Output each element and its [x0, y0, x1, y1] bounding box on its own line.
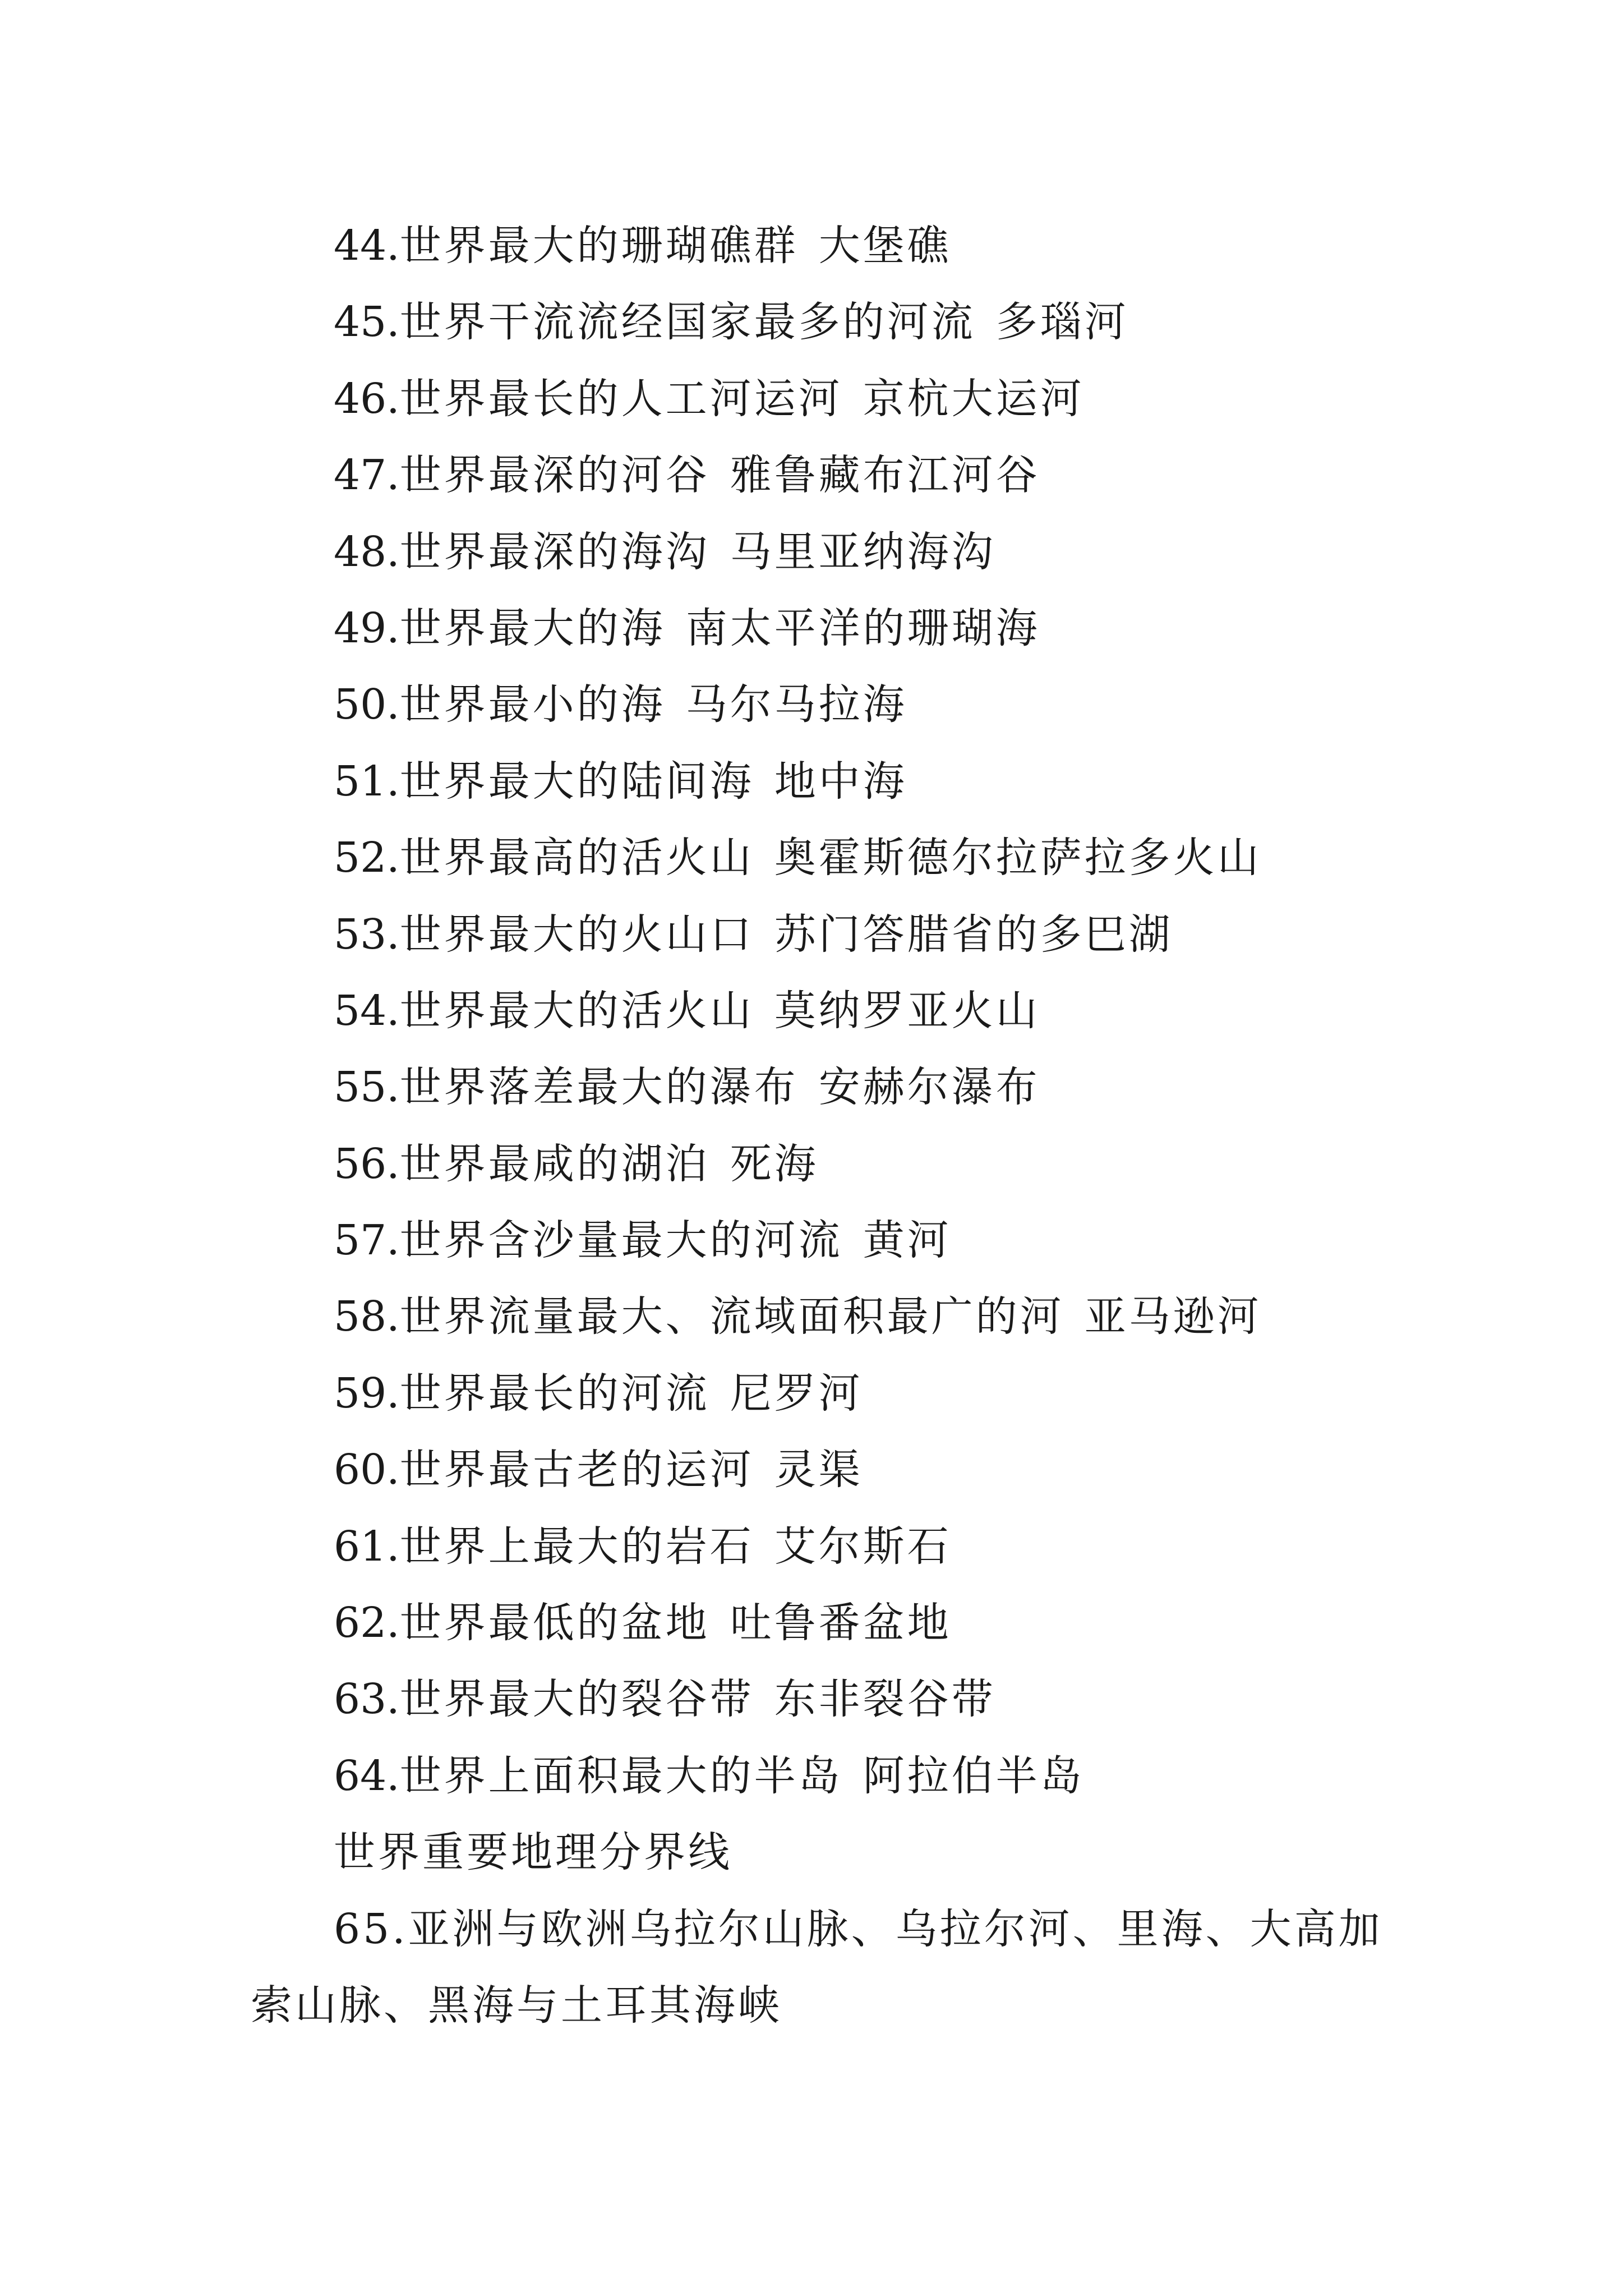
item-number: 63. — [334, 1675, 400, 1724]
item-answer: 东非裂谷带 — [774, 1675, 996, 1724]
item-question: 世界最大的活火山 — [399, 986, 754, 1035]
item-question: 世界最深的河谷 — [399, 451, 710, 500]
item-question: 世界最低的盆地 — [399, 1599, 710, 1648]
item-answer: 安赫尔瀑布 — [818, 1063, 1040, 1112]
list-item — [0, 1508, 1623, 1585]
list-item — [0, 666, 1623, 743]
item-number: 61. — [334, 1522, 400, 1571]
list-item — [0, 820, 1623, 896]
item-answer: 乌拉尔山脉、乌拉尔河、里海、大高加索山脉、黑海与土耳其海峡 — [251, 1904, 1383, 2030]
item-number: 65. — [334, 1904, 408, 1953]
list-item — [0, 1432, 1623, 1508]
item-number: 55. — [334, 1063, 400, 1112]
list-item — [0, 973, 1623, 1049]
list-item — [0, 514, 1623, 590]
item-question: 世界落差最大的瀑布 — [399, 1063, 799, 1112]
item-question: 世界上面积最大的半岛 — [399, 1751, 843, 1800]
list-item — [0, 284, 1623, 360]
list-item — [0, 1278, 1623, 1355]
item-answer: 莫纳罗亚火山 — [774, 986, 1040, 1035]
item-number: 64. — [334, 1751, 400, 1800]
item-number: 54. — [334, 986, 400, 1035]
list-item — [0, 1202, 1623, 1278]
item-number: 53. — [334, 910, 400, 959]
item-answer: 南太平洋的珊瑚海 — [685, 604, 1040, 652]
list-item — [0, 590, 1623, 666]
item-number: 56. — [334, 1139, 400, 1188]
item-question: 世界最大的珊瑚礁群 — [399, 222, 799, 270]
item-number: 62. — [334, 1599, 400, 1648]
item-question: 世界上最大的岩石 — [399, 1522, 754, 1571]
item-question: 世界最长的河流 — [399, 1369, 710, 1418]
item-answer: 灵渠 — [774, 1446, 863, 1494]
item-question: 世界最高的活火山 — [399, 834, 754, 882]
list-item — [0, 1049, 1623, 1125]
item-question: 世界含沙量最大的河流 — [399, 1216, 843, 1265]
item-answer: 雅鲁藏布江河谷 — [730, 451, 1040, 500]
geography-facts-list — [0, 208, 1623, 2044]
item-question: 世界最大的火山口 — [399, 910, 754, 959]
item-number: 60. — [334, 1446, 400, 1494]
list-item — [0, 1355, 1623, 1432]
item-answer: 地中海 — [774, 757, 907, 806]
item-number: 51. — [334, 757, 400, 806]
item-number: 46. — [334, 374, 400, 423]
list-item — [0, 361, 1623, 437]
list-item — [0, 743, 1623, 820]
list-item — [0, 896, 1623, 973]
item-answer: 马尔马拉海 — [685, 680, 907, 729]
item-answer: 死海 — [730, 1139, 819, 1188]
item-question: 亚洲与欧洲 — [408, 1904, 630, 1953]
item-answer: 多瑙河 — [995, 298, 1129, 347]
item-question: 世界流量最大、流域面积最广的河 — [399, 1292, 1064, 1341]
item-answer: 吐鲁番盆地 — [730, 1599, 952, 1648]
item-answer: 苏门答腊省的多巴湖 — [774, 910, 1173, 959]
item-answer: 京杭大运河 — [863, 374, 1085, 423]
item-number: 57. — [334, 1216, 400, 1265]
list-item-wrapped — [0, 1891, 1384, 2044]
list-item — [0, 437, 1623, 513]
item-number: 58. — [334, 1292, 400, 1341]
item-number: 48. — [334, 527, 400, 576]
item-question: 世界最大的海 — [399, 604, 666, 652]
item-number: 49. — [334, 604, 400, 652]
item-number: 44. — [334, 222, 400, 270]
item-answer: 大堡礁 — [818, 222, 952, 270]
item-answer: 马里亚纳海沟 — [730, 527, 996, 576]
item-answer: 阿拉伯半岛 — [863, 1751, 1085, 1800]
item-answer: 亚马逊河 — [1084, 1292, 1262, 1341]
list-item — [0, 1738, 1623, 1814]
item-number: 45. — [334, 298, 400, 347]
item-answer: 艾尔斯石 — [774, 1522, 952, 1571]
section-heading — [0, 1814, 1623, 1890]
item-number: 50. — [334, 680, 400, 729]
item-answer: 黄河 — [863, 1216, 952, 1265]
item-question: 世界最咸的湖泊 — [399, 1139, 710, 1188]
item-number: 52. — [334, 834, 400, 882]
item-answer: 尼罗河 — [730, 1369, 863, 1418]
item-answer: 奥霍斯德尔拉萨拉多火山 — [774, 834, 1262, 882]
list-item — [0, 1126, 1623, 1202]
item-question: 世界最小的海 — [399, 680, 666, 729]
item-question: 世界最深的海沟 — [399, 527, 710, 576]
item-question: 世界干流流经国家最多的河流 — [399, 298, 976, 347]
item-number: 47. — [334, 451, 400, 500]
item-number: 59. — [334, 1369, 400, 1418]
item-question: 世界最长的人工河运河 — [399, 374, 843, 423]
item-question: 世界最大的陆间海 — [399, 757, 754, 806]
section-heading-text: 世界重要地理分界线 — [334, 1828, 732, 1877]
list-item — [0, 1661, 1623, 1737]
list-item — [0, 1585, 1623, 1661]
item-question: 世界最古老的运河 — [399, 1446, 754, 1494]
list-item — [0, 208, 1623, 284]
item-question: 世界最大的裂谷带 — [399, 1675, 754, 1724]
